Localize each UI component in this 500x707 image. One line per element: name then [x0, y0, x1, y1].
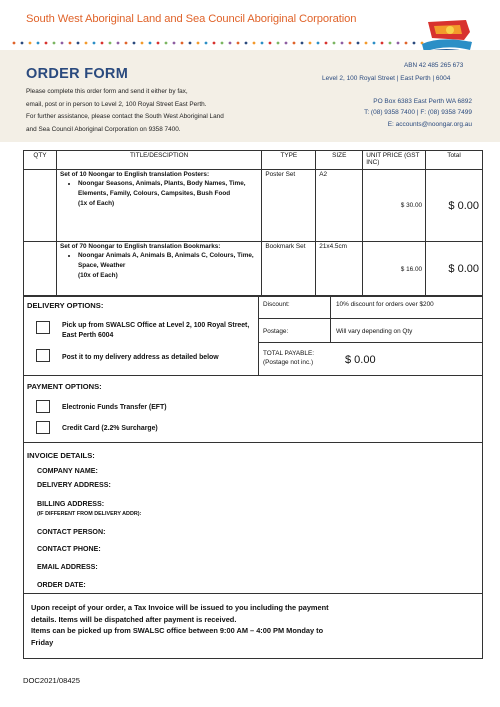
billing-address-label: BILLING ADDRESS: — [37, 500, 105, 508]
order-date-label: ORDER DATE: — [37, 581, 86, 589]
total-payable-note: (Postage not inc.) — [263, 359, 314, 366]
item-each: (10x of Each) — [77, 272, 118, 279]
intro-line: For further assistance, please contact the South West Aboriginal Land — [26, 113, 224, 120]
email-address: E: accounts@noongar.org.au — [387, 121, 472, 128]
decorative-dot — [397, 42, 400, 45]
table-row — [24, 242, 483, 297]
order-summary-box — [258, 295, 483, 376]
type-cell: Bookmark Set — [262, 242, 316, 297]
decorative-dot — [37, 42, 40, 45]
notice-line: details. Items will be dispatched after payment is received. — [31, 614, 237, 624]
column-header: TYPE — [262, 151, 316, 170]
summary-divider — [259, 318, 482, 319]
eft-label: Electronic Funds Transfer (EFT) — [62, 404, 167, 411]
decorative-dot — [301, 42, 304, 45]
item-bullets — [60, 251, 258, 281]
pickup-label: Pick up from SWALSC Office at Level 2, 100 Royal Street, East Perth 6004 — [62, 322, 250, 339]
decorative-dot — [325, 42, 328, 45]
item-bullets — [60, 179, 258, 209]
decorative-dot — [21, 42, 24, 45]
contact-block — [364, 97, 472, 131]
unit-price-cell: $ 30.00 — [363, 170, 426, 242]
discount-value: 10% discount for orders over $200 — [336, 301, 434, 308]
notice-line: Friday — [31, 637, 54, 647]
decorative-dot — [333, 42, 336, 45]
item-title: Set of 10 Noongar to English translation Posters: — [59, 171, 210, 178]
billing-address-note: (IF DIFFERENT FROM DELIVERY ADDR): — [37, 511, 142, 517]
decorative-dot — [389, 42, 392, 45]
item-bullet-text: Noongar Seasons, Animals, Plants, Body Names, Time, Elements, Family, Colours, Campsites, Bush Food — [77, 180, 246, 197]
decorative-dot — [413, 42, 416, 45]
decorative-dot-row — [10, 40, 480, 46]
table-header-row — [24, 151, 483, 170]
decorative-dot — [197, 42, 200, 45]
decorative-dot — [317, 42, 320, 45]
decorative-dot — [93, 42, 96, 45]
pickup-checkbox[interactable] — [36, 321, 50, 334]
column-header: UNIT PRICE (GST INC) — [363, 151, 426, 170]
decorative-dot — [309, 42, 312, 45]
post-checkbox[interactable] — [36, 349, 50, 362]
qty-cell[interactable] — [24, 170, 57, 242]
decorative-dot — [77, 42, 80, 45]
office-address: Level 2, 100 Royal Street | East Perth | 6004 — [322, 75, 451, 82]
unit-price-cell: $ 16.00 — [363, 242, 426, 297]
decorative-dot — [141, 42, 144, 45]
intro-line: email, post or in person to Level 2, 100 Royal Street East Perth. — [26, 100, 207, 108]
decorative-dot — [269, 42, 272, 45]
description-cell — [56, 170, 261, 242]
decorative-dot — [13, 42, 16, 45]
column-header: SIZE — [316, 151, 363, 170]
decorative-dot — [189, 42, 192, 45]
size-cell: A2 — [316, 170, 363, 242]
email-address-label: EMAIL ADDRESS: — [37, 563, 98, 571]
decorative-dot — [181, 42, 184, 45]
decorative-dot — [405, 42, 408, 45]
decorative-dot — [237, 42, 240, 45]
decorative-dot — [293, 42, 296, 45]
delivery-options-box — [23, 295, 259, 376]
payment-options-box — [23, 375, 483, 443]
decorative-dot — [101, 42, 104, 45]
summary-column-divider — [330, 296, 331, 342]
decorative-dot — [253, 42, 256, 45]
postage-value: Will vary depending on Qty — [336, 328, 413, 335]
decorative-dot — [61, 42, 64, 45]
decorative-dot — [133, 42, 136, 45]
contact-phone-label: CONTACT PHONE: — [37, 545, 101, 553]
notice-box — [23, 593, 483, 659]
payment-options-title: PAYMENT OPTIONS: — [27, 382, 102, 391]
item-each: (1x of Each) — [77, 200, 115, 207]
column-header: TITLE/DESCIPTION — [56, 151, 261, 170]
intro-line: and Sea Council Aboriginal Corporation on 9358 7400. — [26, 125, 181, 133]
qty-cell[interactable] — [24, 242, 57, 297]
total-payable-label: TOTAL PAYABLE: — [263, 350, 315, 357]
discount-label: Discount: — [263, 301, 290, 308]
decorative-dot — [349, 42, 352, 45]
table-row — [24, 170, 483, 242]
summary-divider — [259, 342, 482, 343]
decorative-dot — [285, 42, 288, 45]
decorative-dot — [29, 42, 32, 45]
item-bullet — [78, 179, 258, 209]
column-header: Total — [426, 151, 483, 170]
decorative-dot — [229, 42, 232, 45]
column-header: QTY — [24, 151, 57, 170]
credit-card-label: Credit Card (2.2% Surcharge) — [62, 425, 158, 432]
type-cell: Poster Set — [262, 170, 316, 242]
eft-checkbox[interactable] — [36, 400, 50, 413]
decorative-dot — [117, 42, 120, 45]
item-bullet-text: Noongar Animals A, Animals B, Animals C, Colours, Time, Space, Weather — [77, 252, 254, 269]
decorative-dot — [205, 42, 208, 45]
decorative-dot — [277, 42, 280, 45]
decorative-dot — [53, 42, 56, 45]
invoice-details-box — [23, 442, 483, 594]
decorative-dot — [45, 42, 48, 45]
intro-text — [26, 86, 306, 136]
row-total-cell: $ 0.00 — [426, 170, 483, 242]
decorative-dot — [149, 42, 152, 45]
post-label: Post it to my delivery address as detailed below — [62, 354, 219, 361]
decorative-dot — [261, 42, 264, 45]
decorative-dot — [221, 42, 224, 45]
document-code: DOC2021/08425 — [23, 676, 80, 685]
description-cell — [56, 242, 261, 297]
invoice-details-title: INVOICE DETAILS: — [27, 451, 95, 460]
notice-text — [31, 602, 476, 648]
decorative-dot — [157, 42, 160, 45]
intro-line: Please complete this order form and send it either by fax, — [26, 88, 188, 95]
decorative-dot — [125, 42, 128, 45]
notice-line: Items can be picked up from SWALSC office between 9:00 AM – 4:00 PM Monday to — [31, 626, 324, 635]
row-total-cell: $ 0.00 — [426, 242, 483, 297]
decorative-dot — [373, 42, 376, 45]
decorative-dot — [213, 42, 216, 45]
notice-line: Upon receipt of your order, a Tax Invoice will be issued to you including the payment — [31, 603, 329, 612]
contact-person-label: CONTACT PERSON: — [37, 528, 106, 536]
decorative-dot — [357, 42, 360, 45]
delivery-options-title: DELIVERY OPTIONS: — [27, 301, 104, 310]
decorative-dot — [381, 42, 384, 45]
page-title: ORDER FORM — [26, 66, 129, 82]
decorative-dot — [173, 42, 176, 45]
item-title: Set of 70 Noongar to English translation Bookmarks: — [59, 243, 221, 250]
organisation-name: South West Aboriginal Land and Sea Council Aboriginal Corporation — [26, 13, 357, 25]
abn-number: ABN 42 485 265 673 — [404, 62, 464, 69]
decorative-dot — [165, 42, 168, 45]
order-items-table — [23, 150, 483, 297]
decorative-dot — [341, 42, 344, 45]
po-box: PO Box 6383 East Perth WA 6892 — [373, 98, 472, 105]
decorative-dot — [245, 42, 248, 45]
decorative-dot — [109, 42, 112, 45]
postage-label: Postage: — [263, 328, 289, 335]
company-name-label: COMPANY NAME: — [37, 467, 98, 475]
delivery-address-label: DELIVERY ADDRESS: — [37, 481, 111, 489]
size-cell: 21x4.5cm — [316, 242, 363, 297]
decorative-dot — [365, 42, 368, 45]
item-bullet — [78, 251, 258, 281]
phone-fax: T: (08) 9358 7400 | F: (08) 9358 7499 — [364, 108, 472, 116]
total-payable-value: $ 0.00 — [345, 354, 376, 366]
decorative-dot — [85, 42, 88, 45]
credit-card-checkbox[interactable] — [36, 421, 50, 434]
decorative-dot — [69, 42, 72, 45]
